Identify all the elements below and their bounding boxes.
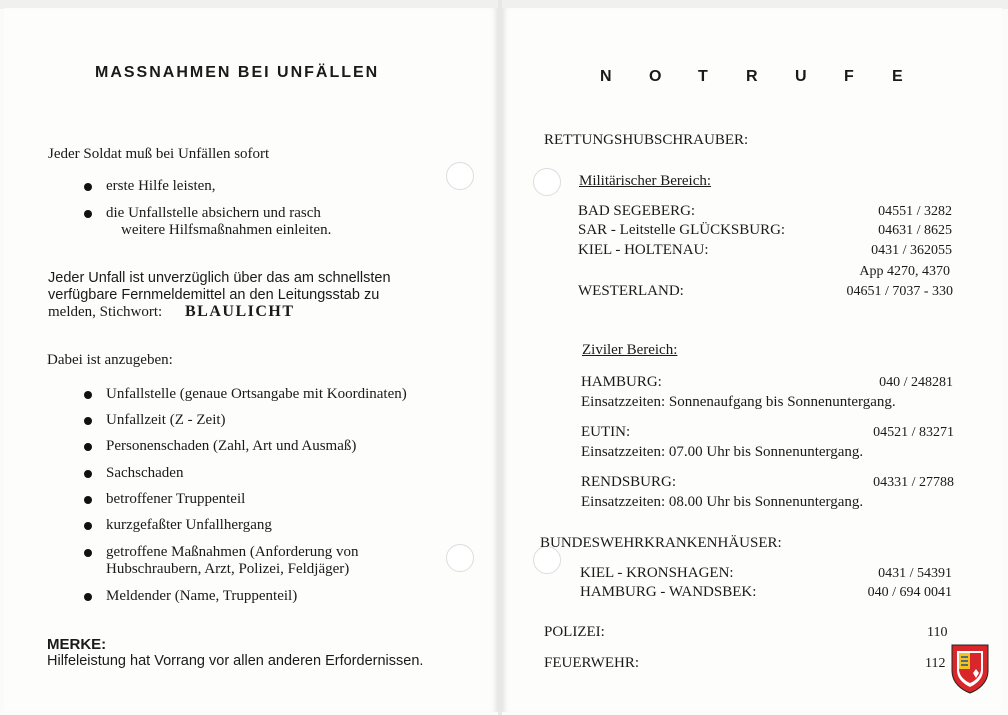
contact-name: EUTIN: — [581, 424, 631, 440]
contact-name: RENDSBURG: — [581, 474, 677, 490]
instruction-item-cont: weitere Hilfsmaßnahmen einleiten. — [121, 222, 332, 238]
contact-number: 04521 / 83271 — [873, 425, 954, 440]
page-fold — [498, 0, 502, 715]
contact-name: HAMBURG: — [581, 374, 662, 390]
contact-number: 04551 / 3282 — [878, 204, 952, 219]
bullet-icon — [84, 522, 92, 530]
notrufe-letter: R — [746, 68, 758, 85]
report-item: Meldender (Name, Truppenteil) — [106, 588, 298, 604]
notrufe-letter: T — [698, 68, 708, 85]
contact-name: SAR - Leitstelle GLÜCKSBURG: — [578, 222, 786, 238]
report-item: Sachschaden — [106, 465, 184, 481]
punch-hole — [446, 162, 474, 190]
contact-number: 040 / 694 0041 — [867, 585, 952, 600]
fire-number: 112 — [925, 656, 946, 671]
contact-number: 040 / 248281 — [879, 375, 953, 390]
contact-name: BAD SEGEBERG: — [578, 203, 696, 219]
contact-name: WESTERLAND: — [578, 283, 684, 299]
contact-number: 04331 / 27788 — [873, 475, 954, 490]
police-label: POLIZEI: — [544, 624, 605, 640]
bullet-icon — [84, 496, 92, 504]
contact-name: HAMBURG - WANDSBEK: — [580, 584, 757, 600]
police-number: 110 — [927, 625, 948, 640]
rettung-heading: RETTUNGSHUBSCHRAUBER: — [544, 132, 749, 148]
bullet-icon — [84, 417, 92, 425]
right-page — [502, 8, 1002, 712]
report-item: Personenschaden (Zahl, Art und Ausmaß) — [106, 438, 357, 454]
report-item: Unfallzeit (Z - Zeit) — [106, 412, 226, 428]
bullet-icon — [84, 593, 92, 601]
bullet-icon — [84, 470, 92, 478]
contact-number: 04651 / 7037 - 330 — [846, 284, 953, 299]
merke-text: Hilfeleistung hat Vorrang vor allen anderen Erfordernissen. — [47, 653, 424, 669]
report-item: betroffener Truppenteil — [106, 491, 246, 507]
civil-heading: Ziviler Bereich: — [582, 342, 678, 358]
punch-hole — [533, 168, 561, 196]
bullet-icon — [84, 391, 92, 399]
report-text-line2: verfügbare Fernmeldemittel an den Leitungsstab zu — [48, 287, 380, 303]
operating-times: Einsatzzeiten: 07.00 Uhr bis Sonnenuntergang. — [581, 444, 864, 460]
notrufe-letter: O — [649, 68, 662, 85]
contact-number: 04631 / 8625 — [878, 223, 952, 238]
dabei-heading: Dabei ist anzugeben: — [47, 352, 173, 368]
contact-name: KIEL - HOLTENAU: — [578, 242, 709, 258]
contact-extension: App 4270, 4370 — [859, 264, 950, 279]
bullet-icon — [84, 443, 92, 451]
fire-label: FEUERWEHR: — [544, 655, 640, 671]
operating-times: Einsatzzeiten: Sonnenaufgang bis Sonnenuntergang. — [581, 394, 896, 410]
coat-of-arms-icon — [950, 643, 990, 695]
contact-number: 0431 / 54391 — [878, 566, 952, 581]
report-item: getroffene Maßnahmen (Anforderung von — [106, 544, 359, 560]
report-item-cont: Hubschraubern, Arzt, Polizei, Feldjäger) — [106, 561, 350, 577]
notrufe-letter: N — [600, 68, 612, 85]
left-page-title: MASSNAHMEN BEI UNFÄLLEN — [95, 64, 380, 81]
instruction-item: die Unfallstelle absichern und rasch — [106, 205, 321, 221]
report-item: Unfallstelle (genaue Ortsangabe mit Koordinaten) — [106, 386, 407, 402]
military-heading: Militärischer Bereich: — [579, 173, 712, 189]
contact-number: 0431 / 362055 — [871, 243, 952, 258]
notrufe-letter: F — [844, 68, 854, 85]
merke-label: MERKE: — [47, 636, 107, 653]
contact-name: KIEL - KRONSHAGEN: — [580, 565, 734, 581]
bullet-icon — [84, 549, 92, 557]
notrufe-letter: E — [892, 68, 903, 85]
notrufe-letter: U — [795, 68, 807, 85]
punch-hole — [446, 544, 474, 572]
report-text-line1: Jeder Unfall ist unverzüglich über das am schnellsten — [48, 270, 391, 286]
report-item: kurzgefaßter Unfallhergang — [106, 517, 272, 533]
instruction-item: erste Hilfe leisten, — [106, 178, 216, 194]
operating-times: Einsatzzeiten: 08.00 Uhr bis Sonnenuntergang. — [581, 494, 864, 510]
hospitals-heading: BUNDESWEHRKRANKENHÄUSER: — [540, 535, 782, 551]
keyword-blaulicht: BLAULICHT — [185, 303, 295, 320]
bullet-icon — [84, 210, 92, 218]
intro-text: Jeder Soldat muß bei Unfällen sofort — [48, 146, 270, 162]
bullet-icon — [84, 183, 92, 191]
report-text-line3: melden, Stichwort: — [48, 304, 163, 320]
